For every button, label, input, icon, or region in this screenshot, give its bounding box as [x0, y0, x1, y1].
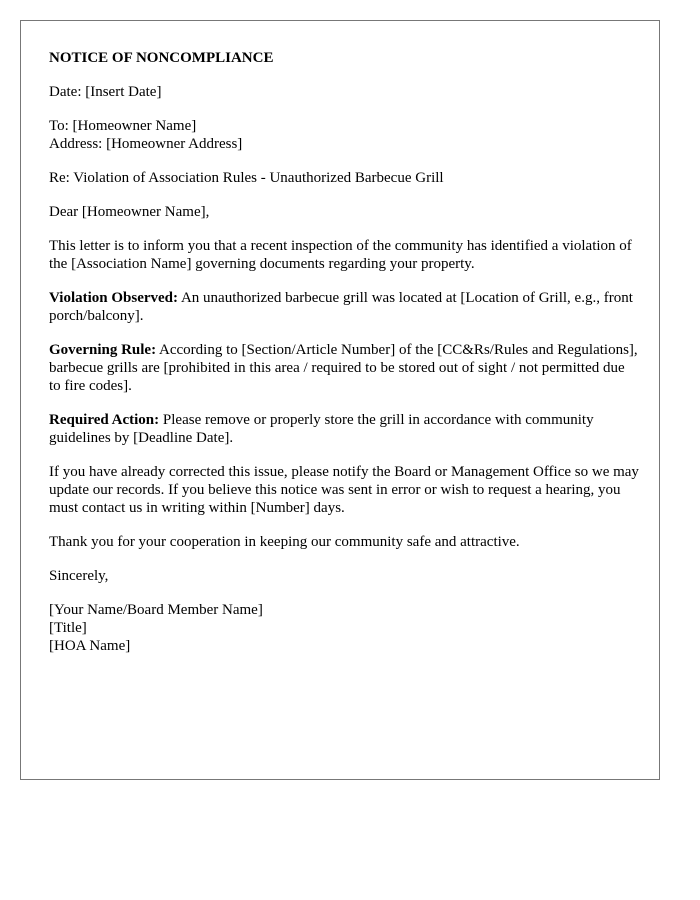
letter-title: NOTICE OF NONCOMPLIANCE — [49, 50, 274, 66]
date-line: Date: [Insert Date] — [49, 84, 162, 100]
rule-paragraph — [49, 341, 639, 395]
closing-line: Sincerely, — [49, 568, 109, 584]
correction-paragraph: If you have already corrected this issue, please notify the Board or Management Office so we may update our records. If you believe this notice was sent in error or wish to request a hearing, you must contact us in writing within [Number] days. — [49, 464, 639, 516]
action-text: Please remove or properly store the grill in accordance with community guidelines by [Deadline Date]. — [49, 412, 594, 446]
thanks-paragraph: Thank you for your cooperation in keeping our community safe and attractive. — [49, 534, 520, 550]
letter-page — [20, 20, 660, 780]
recipient-block — [49, 117, 639, 153]
recipient-name: To: [Homeowner Name] — [49, 118, 197, 134]
violation-text: An unauthorized barbecue grill was located at [Location of Grill, e.g., front porch/balcony]. — [49, 290, 633, 324]
subject-line: Re: Violation of Association Rules - Unauthorized Barbecue Grill — [49, 170, 444, 186]
violation-label: Violation Observed: — [49, 290, 179, 306]
violation-paragraph — [49, 289, 639, 325]
signer-name: [Your Name/Board Member Name] — [49, 602, 263, 618]
recipient-address: Address: [Homeowner Address] — [49, 136, 243, 152]
intro-paragraph: This letter is to inform you that a recent inspection of the community has identified a violation of the [Association Name] governing documents regarding your property. — [49, 238, 632, 272]
salutation: Dear [Homeowner Name], — [49, 204, 210, 220]
rule-text: According to [Section/Article Number] of the [CC&Rs/Rules and Regulations], barbecue grills are [prohibited in this area / required to be stored out of sight / not permitted due to fire codes]. — [49, 342, 638, 394]
signer-title: [Title] — [49, 620, 87, 636]
hoa-name: [HOA Name] — [49, 638, 131, 654]
letter-body — [49, 49, 639, 671]
action-paragraph — [49, 411, 639, 447]
signature-block — [49, 601, 639, 655]
action-label: Required Action: — [49, 412, 160, 428]
rule-label: Governing Rule: — [49, 342, 157, 358]
